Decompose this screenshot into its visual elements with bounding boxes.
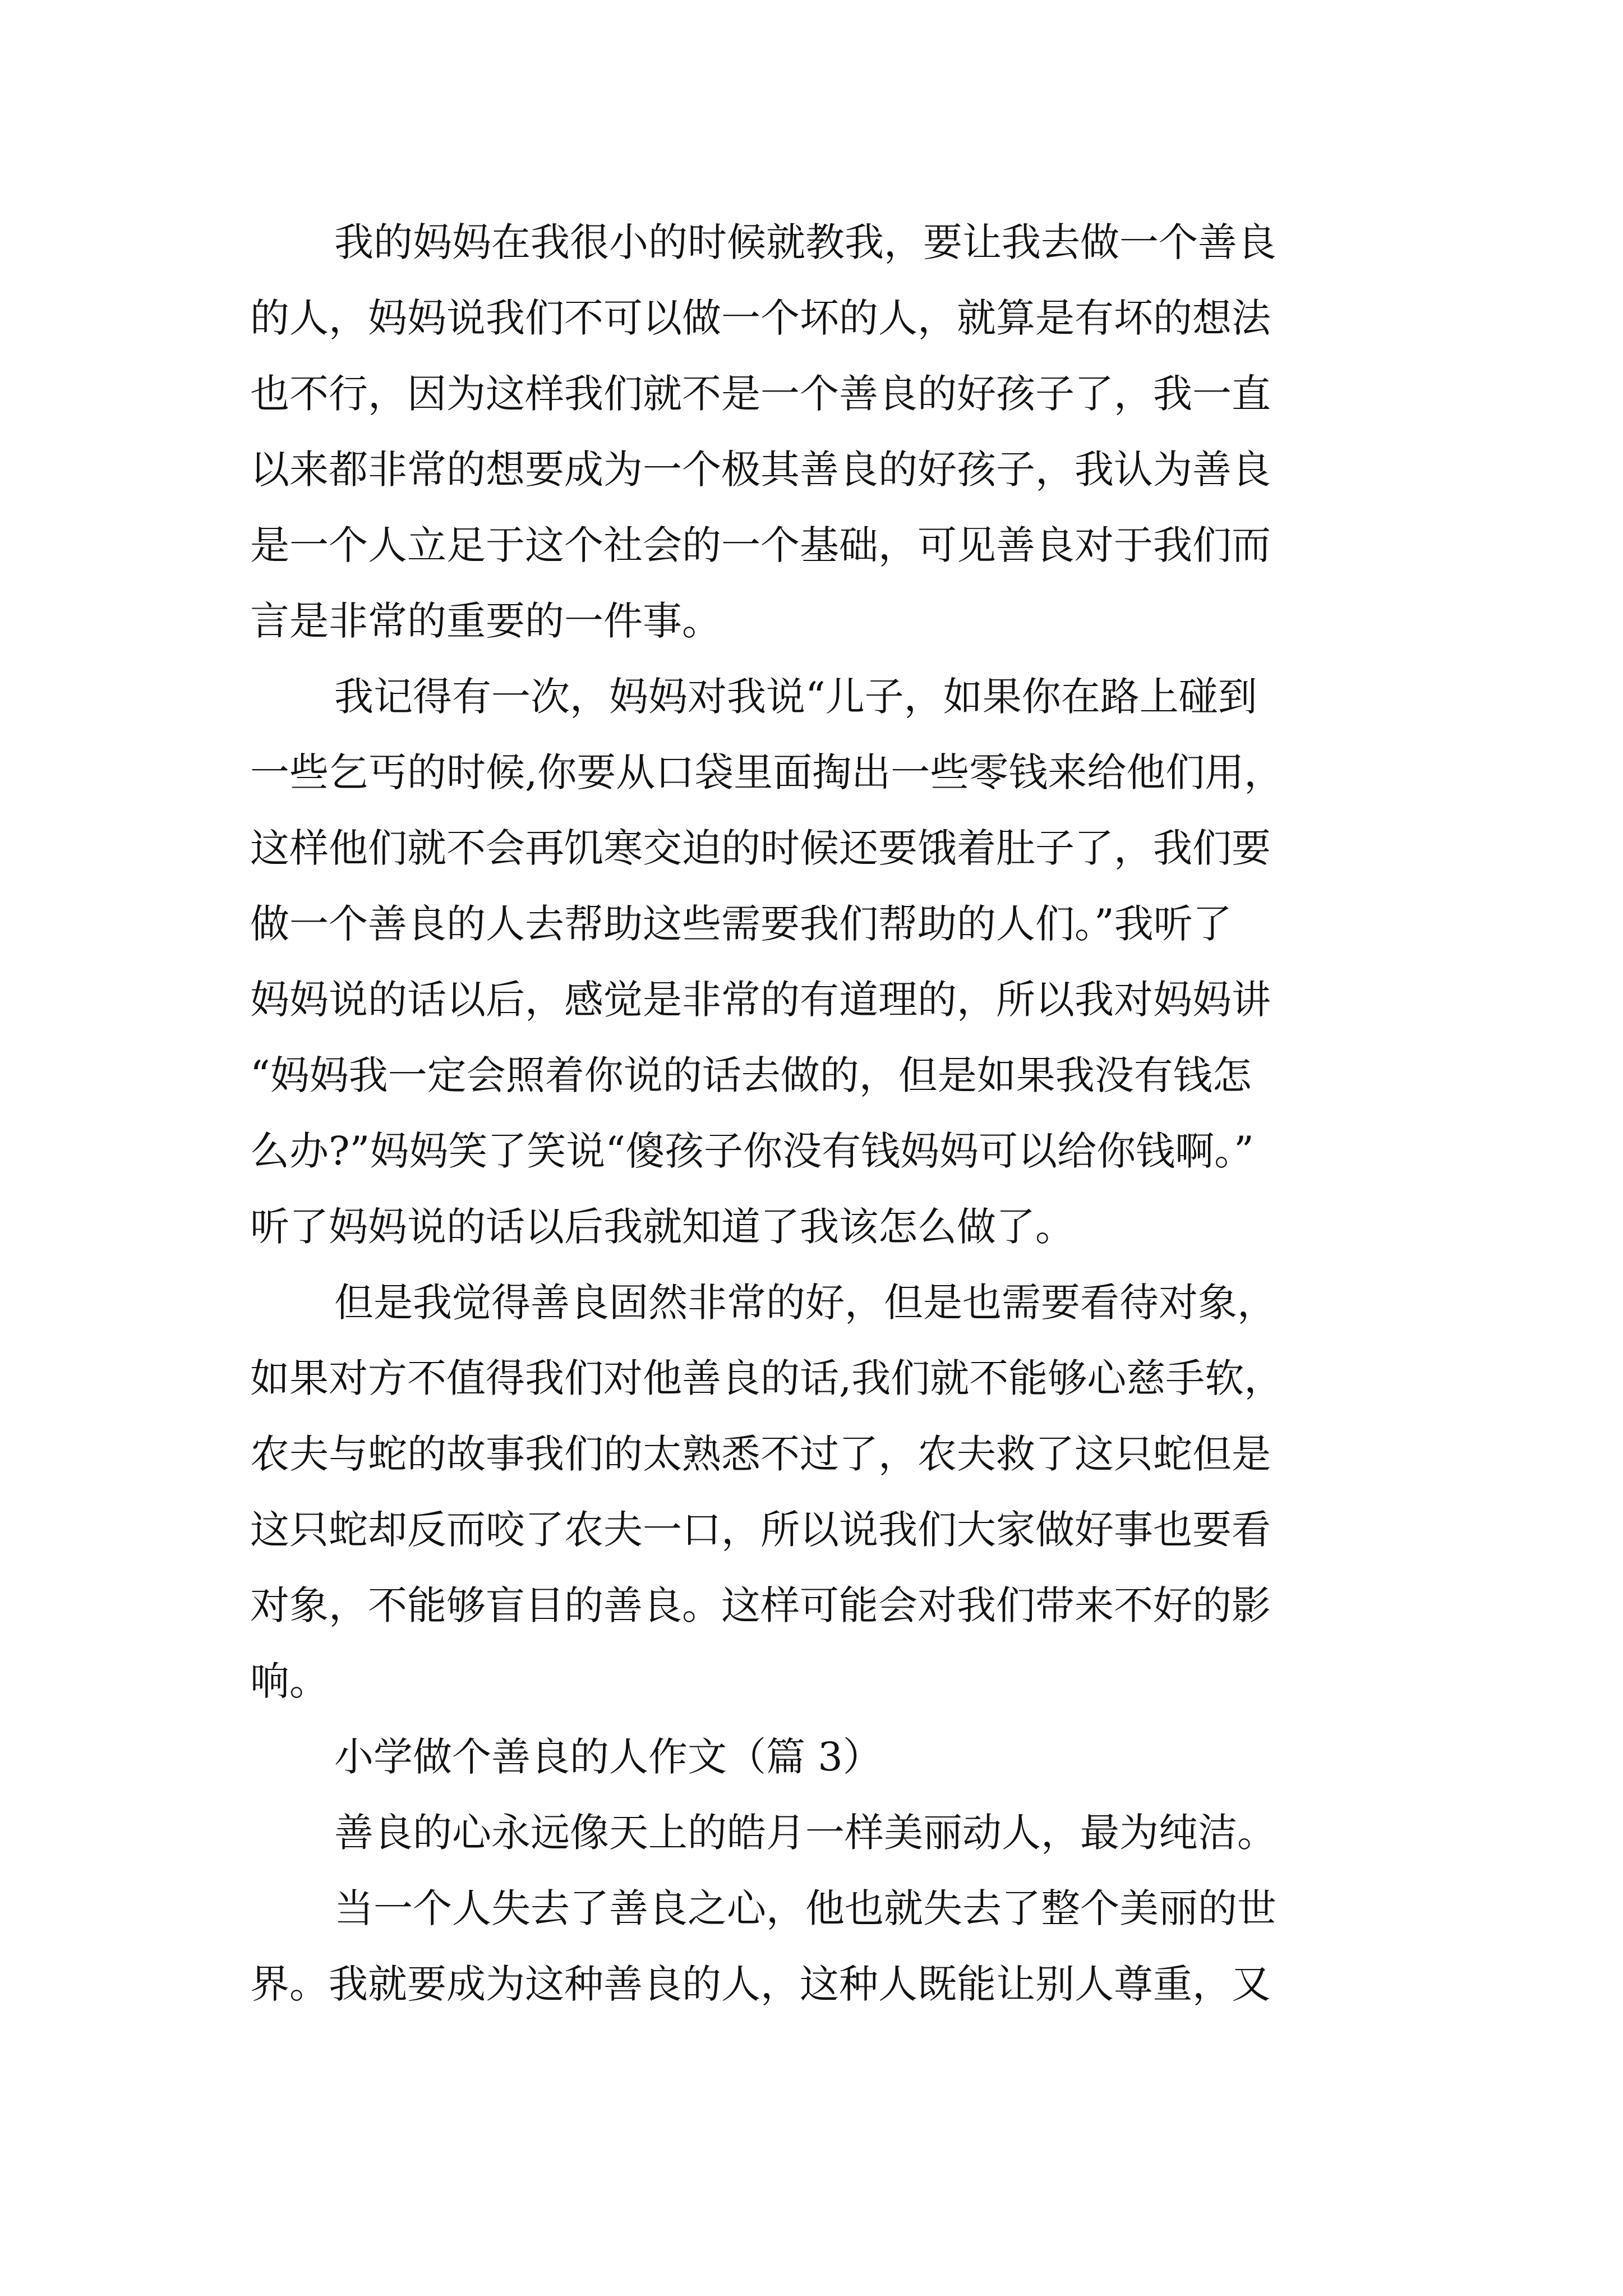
paragraph-line: 言是非常的重要的一件事。 [250,598,721,644]
paragraph-line: 么办?”妈妈笑了笑说“傻孩子你没有钱妈妈可以给你钱啊。” [250,1128,1254,1174]
paragraph-line: 善良的心永远像天上的皓月一样美丽动人，最为纯洁。 [334,1810,1276,1856]
paragraph-line: 做一个善良的人去帮助这些需要我们帮助的人们。”我听了 [250,901,1232,947]
paragraph-line: 我的妈妈在我很小的时候就教我，要让我去做一个善良 [334,219,1276,265]
paragraph-line: 一些乞丐的时候,你要从口袋里面掏出一些零钱来给他们用， [250,749,1284,795]
paragraph-line: 如果对方不值得我们对他善良的话,我们就不能够心慈手软， [250,1355,1284,1401]
section-heading: 小学做个善良的人作文（篇 3） [334,1734,882,1780]
paragraph-line: 农夫与蛇的故事我们的太熟悉不过了，农夫救了这只蛇但是 [250,1431,1271,1477]
paragraph-line: 但是我觉得善良固然非常的好，但是也需要看待对象， [334,1280,1276,1326]
paragraph-line: “妈妈我一定会照着你说的话去做的，但是如果我没有钱怎 [250,1052,1252,1098]
paragraph-line: 妈妈说的话以后，感觉是非常的有道理的，所以我对妈妈讲 [250,977,1271,1023]
paragraph-line: 的人，妈妈说我们不可以做一个坏的人，就算是有坏的想法 [250,295,1271,341]
paragraph-line: 以来都非常的想要成为一个极其善良的好孩子，我认为善良 [250,447,1271,493]
paragraph-line: 当一个人失去了善良之心，他也就失去了整个美丽的世 [334,1885,1276,1931]
paragraph-line: 听了妈妈说的话以后我就知道了我该怎么做了。 [250,1204,1075,1250]
paragraph-line: 响。 [250,1658,329,1704]
paragraph-line: 对象，不能够盲目的善良。这样可能会对我们带来不好的影 [250,1582,1271,1628]
paragraph-line: 这只蛇却反而咬了农夫一口，所以说我们大家做好事也要看 [250,1507,1271,1553]
paragraph-line: 也不行，因为这样我们就不是一个善良的好孩子了，我一直 [250,371,1271,417]
paragraph-line: 我记得有一次，妈妈对我说“儿子，如果你在路上碰到 [334,674,1257,720]
paragraph-line: 是一个人立足于这个社会的一个基础，可见善良对于我们而 [250,522,1271,568]
paragraph-line: 界。我就要成为这种善良的人，这种人既能让别人尊重，又 [250,1961,1271,2007]
paragraph-line: 这样他们就不会再饥寒交迫的时候还要饿着肚子了，我们要 [250,825,1271,871]
